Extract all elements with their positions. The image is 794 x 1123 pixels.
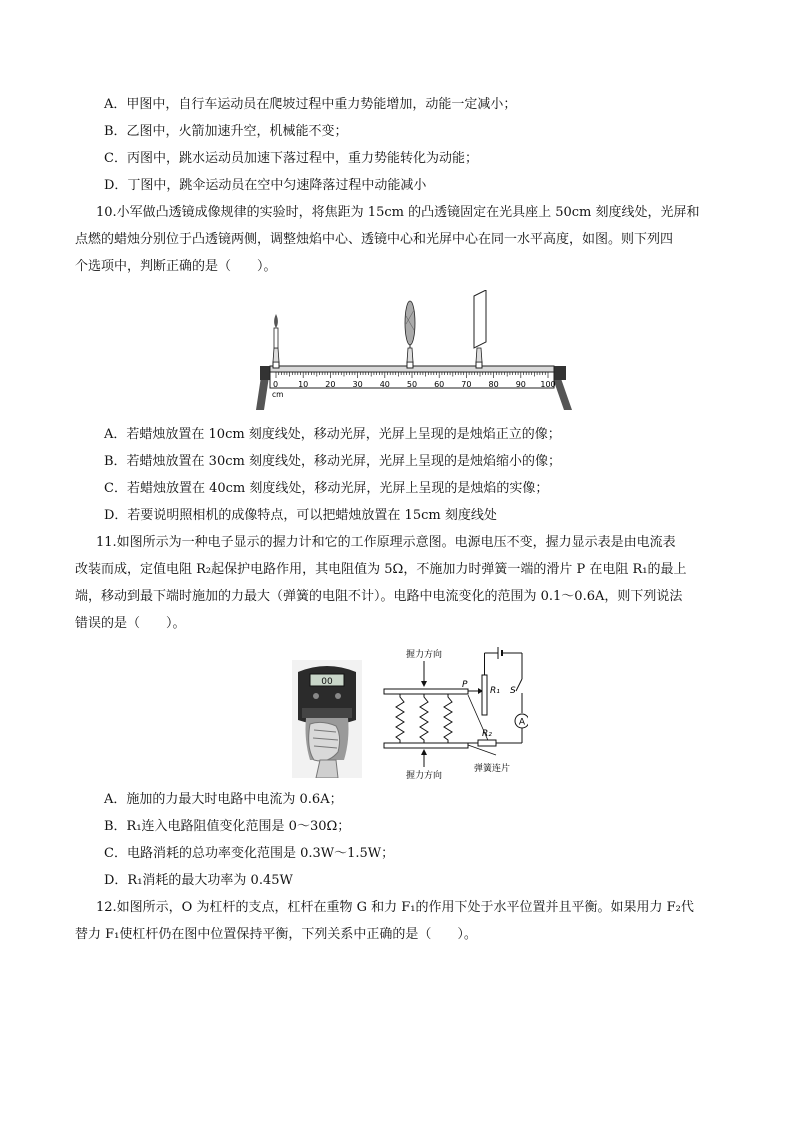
grip-circuit-diagram <box>378 645 528 780</box>
q10-option-d: D．若要说明照相机的成像特点，可以把蜡烛放置在 15cm 刻度线处 <box>104 508 497 523</box>
q10-option-b: B．若蜡烛放置在 30cm 刻度线处，移动光屏，光屏上呈现的是烛焰缩小的像； <box>104 454 561 469</box>
ruler-tick-label: 90 <box>515 380 526 389</box>
ruler-tick-label: 100 <box>540 380 556 389</box>
ruler-tick-label: 30 <box>352 380 363 389</box>
q9-option-d: D．丁图中，跳伞运动员在空中匀速降落过程中动能减小 <box>104 178 427 193</box>
ruler-tick-label: 0 <box>273 380 279 389</box>
q11-option-c: C．电路消耗的总功率变化范围是 0.3W～1.5W； <box>104 846 395 861</box>
q11-option-d: D．R₁消耗的最大功率为 0.45W <box>104 873 293 888</box>
grip-display-value: 00 <box>321 677 333 687</box>
grip-dynamometer-photo <box>292 660 362 778</box>
ammeter-label: A <box>518 717 526 728</box>
ruler-tick-label: 70 <box>461 380 472 389</box>
q12-stem-line-2: 替力 F₁使杠杆仍在图中位置保持平衡，下列关系中正确的是（ ）。 <box>75 927 477 942</box>
spring-coil <box>396 694 404 743</box>
q11-stem-line-4: 错误的是（ ）。 <box>75 616 186 631</box>
q9-option-c: C．丙图中，跳水运动员加速下落过程中，重力势能转化为动能； <box>104 151 478 166</box>
r1-label: R₁ <box>490 686 500 696</box>
spring-coil <box>444 694 452 743</box>
switch-s-label: S <box>510 686 516 696</box>
spring-plate-label: 弹簧连片 <box>474 764 511 774</box>
ruler-tick-label: 10 <box>298 380 309 389</box>
ruler-tick-label: 80 <box>488 380 499 389</box>
q9-option-a: A．甲图中，自行车运动员在爬坡过程中重力势能增加，动能一定减小； <box>104 97 517 112</box>
q10-stem-line-1: 10.小军做凸透镜成像规律的实验时，将焦距为 15cm 的凸透镜固定在光具座上 50cm 刻度线处，光屏和 <box>96 205 700 220</box>
ruler-unit-label: cm <box>272 390 284 399</box>
q10-stem-line-3: 个选项中，判断正确的是（ ）。 <box>75 259 277 274</box>
q10-option-a: A．若蜡烛放置在 10cm 刻度线处，移动光屏，光屏上呈现的是烛焰正立的像； <box>104 427 561 442</box>
slider-p-label: P <box>462 680 468 690</box>
grip-direction-bottom-label: 握力方向 <box>405 771 443 780</box>
q11-stem-line-1: 11.如图所示为一种电子显示的握力计和它的工作原理示意图。电源电压不变，握力显示表是由电流表 <box>96 535 676 550</box>
ruler-tick-label: 20 <box>325 380 336 389</box>
q10-stem-line-2: 点燃的蜡烛分别位于凸透镜两侧，调整烛焰中心、透镜中心和光屏中心在同一水平高度，如图。则下列四 <box>75 232 674 247</box>
q9-option-b: B．乙图中，火箭加速升空，机械能不变； <box>104 124 348 139</box>
grip-direction-top-label: 握力方向 <box>405 650 443 660</box>
q10-option-c: C．若蜡烛放置在 40cm 刻度线处，移动光屏，光屏上呈现的是烛焰的实像； <box>104 481 549 496</box>
optical-bench-figure <box>256 290 578 412</box>
q11-option-a: A．施加的力最大时电路中电流为 0.6A； <box>104 792 343 807</box>
ruler-tick-label: 60 <box>434 380 445 389</box>
ruler-tick-label: 50 <box>406 380 418 389</box>
q11-option-b: B．R₁连入电路阻值变化范围是 0～30Ω； <box>104 819 351 834</box>
q11-stem-line-3: 端，移动到最下端时施加的力最大（弹簧的电阻不计）。电路中电流变化的范围为 0.1～0.6A，则下列说法 <box>75 589 683 604</box>
q12-stem-line-1: 12.如图所示，O 为杠杆的支点，杠杆在重物 G 和力 F₁的作用下处于水平位置并且平衡。如果用力 F₂代 <box>96 900 694 915</box>
q11-stem-line-2: 改装而成，定值电阻 R₂起保护电路作用，其电阻值为 5Ω，不施加力时弹簧一端的滑片 P 在电阻 R₁的最上 <box>75 562 687 577</box>
spring-coil <box>420 694 428 743</box>
r2-label: R₂ <box>482 729 492 739</box>
ruler-tick-label: 40 <box>379 380 390 389</box>
